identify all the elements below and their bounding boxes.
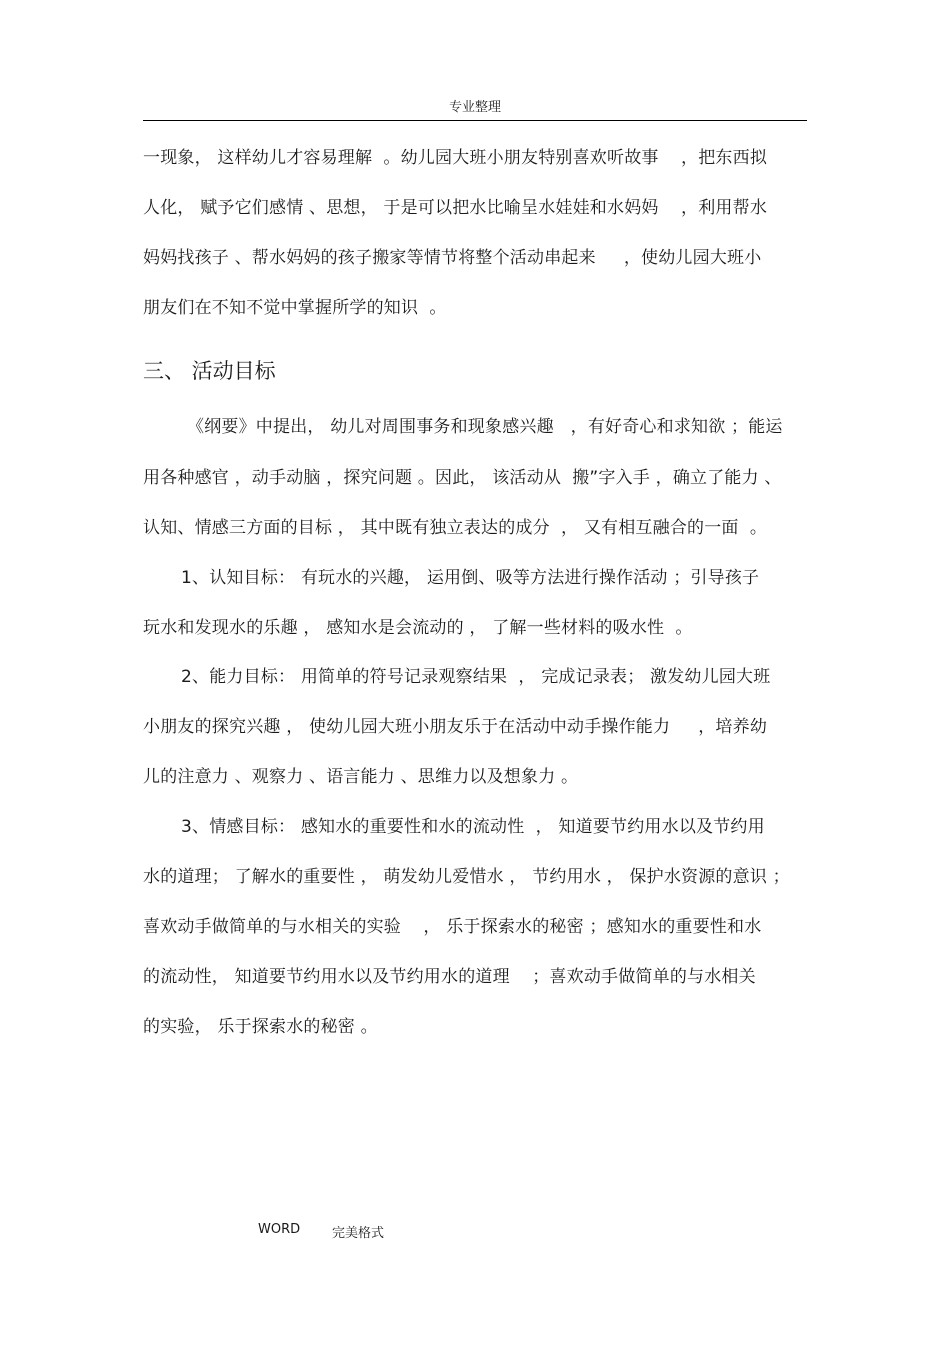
- text-line: 认知、情感三方面的目标 ， 其中既有独立表达的成分 ， 又有相互融合的一面 。: [143, 518, 768, 538]
- header-text: 专业整理: [448, 100, 501, 115]
- text-line: 用各种感官 ，动手动脑 ，探究问题 。因此， 该活动从 搬”字入手 ，确立了能力 、: [143, 468, 782, 488]
- text-line: 朋友们在不知不觉中掌握所学的知识 。: [143, 298, 447, 318]
- text-line: 2、能力目标： 用简单的符号记录观察结果 ， 完成记录表； 激发幼儿园大班: [181, 667, 771, 687]
- text-line: 玩水和发现水的乐趣 ， 感知水是会流动的 ， 了解一些材料的吸水性 。: [143, 618, 693, 638]
- section-heading: 三、 活动目标: [143, 359, 276, 383]
- text-line: 《纲要》中提出， 幼儿对周围事务和现象感兴趣 ，有好奇心和求知欲 ；能运: [187, 417, 783, 437]
- text-line: 1、认知目标： 有玩水的兴趣， 运用倒、吸等方法进行操作活动 ；引导孩子: [181, 568, 760, 588]
- text-line: 水的道理； 了解水的重要性 ， 萌发幼儿爱惜水 ， 节约用水 ， 保护水资源的意识 ；: [143, 867, 790, 887]
- text-line: 的流动性， 知道要节约用水以及节约用水的道理 ；喜欢动手做简单的与水相关: [143, 967, 756, 987]
- footer-word: WORD: [258, 1222, 301, 1237]
- text-line: 人化， 赋予它们感情 、思想， 于是可以把水比喻呈水娃娃和水妈妈 ，利用帮水: [143, 198, 768, 218]
- text-line: 一现象， 这样幼儿才容易理解 。幼儿园大班小朋友特别喜欢听故事 ，把东西拟: [143, 148, 768, 168]
- footer-format: 完美格式: [332, 1226, 385, 1241]
- text-line: 儿的注意力 、观察力 、语言能力 、思维力以及想象力 。: [143, 767, 579, 787]
- text-line: 的实验， 乐于探索水的秘密 。: [143, 1017, 378, 1037]
- text-line: 3、情感目标： 感知水的重要性和水的流动性 ， 知道要节约用水以及节约用: [181, 817, 765, 837]
- header-rule: [143, 120, 807, 121]
- text-line: 喜欢动手做简单的与水相关的实验 ， 乐于探索水的秘密 ；感知水的重要性和水: [143, 917, 762, 937]
- text-line: 小朋友的探究兴趣 ， 使幼儿园大班小朋友乐于在活动中动手操作能力 ，培养幼: [143, 717, 768, 737]
- text-line: 妈妈找孩子 、帮水妈妈的孩子搬家等情节将整个活动串起来 ，使幼儿园大班小: [143, 248, 762, 268]
